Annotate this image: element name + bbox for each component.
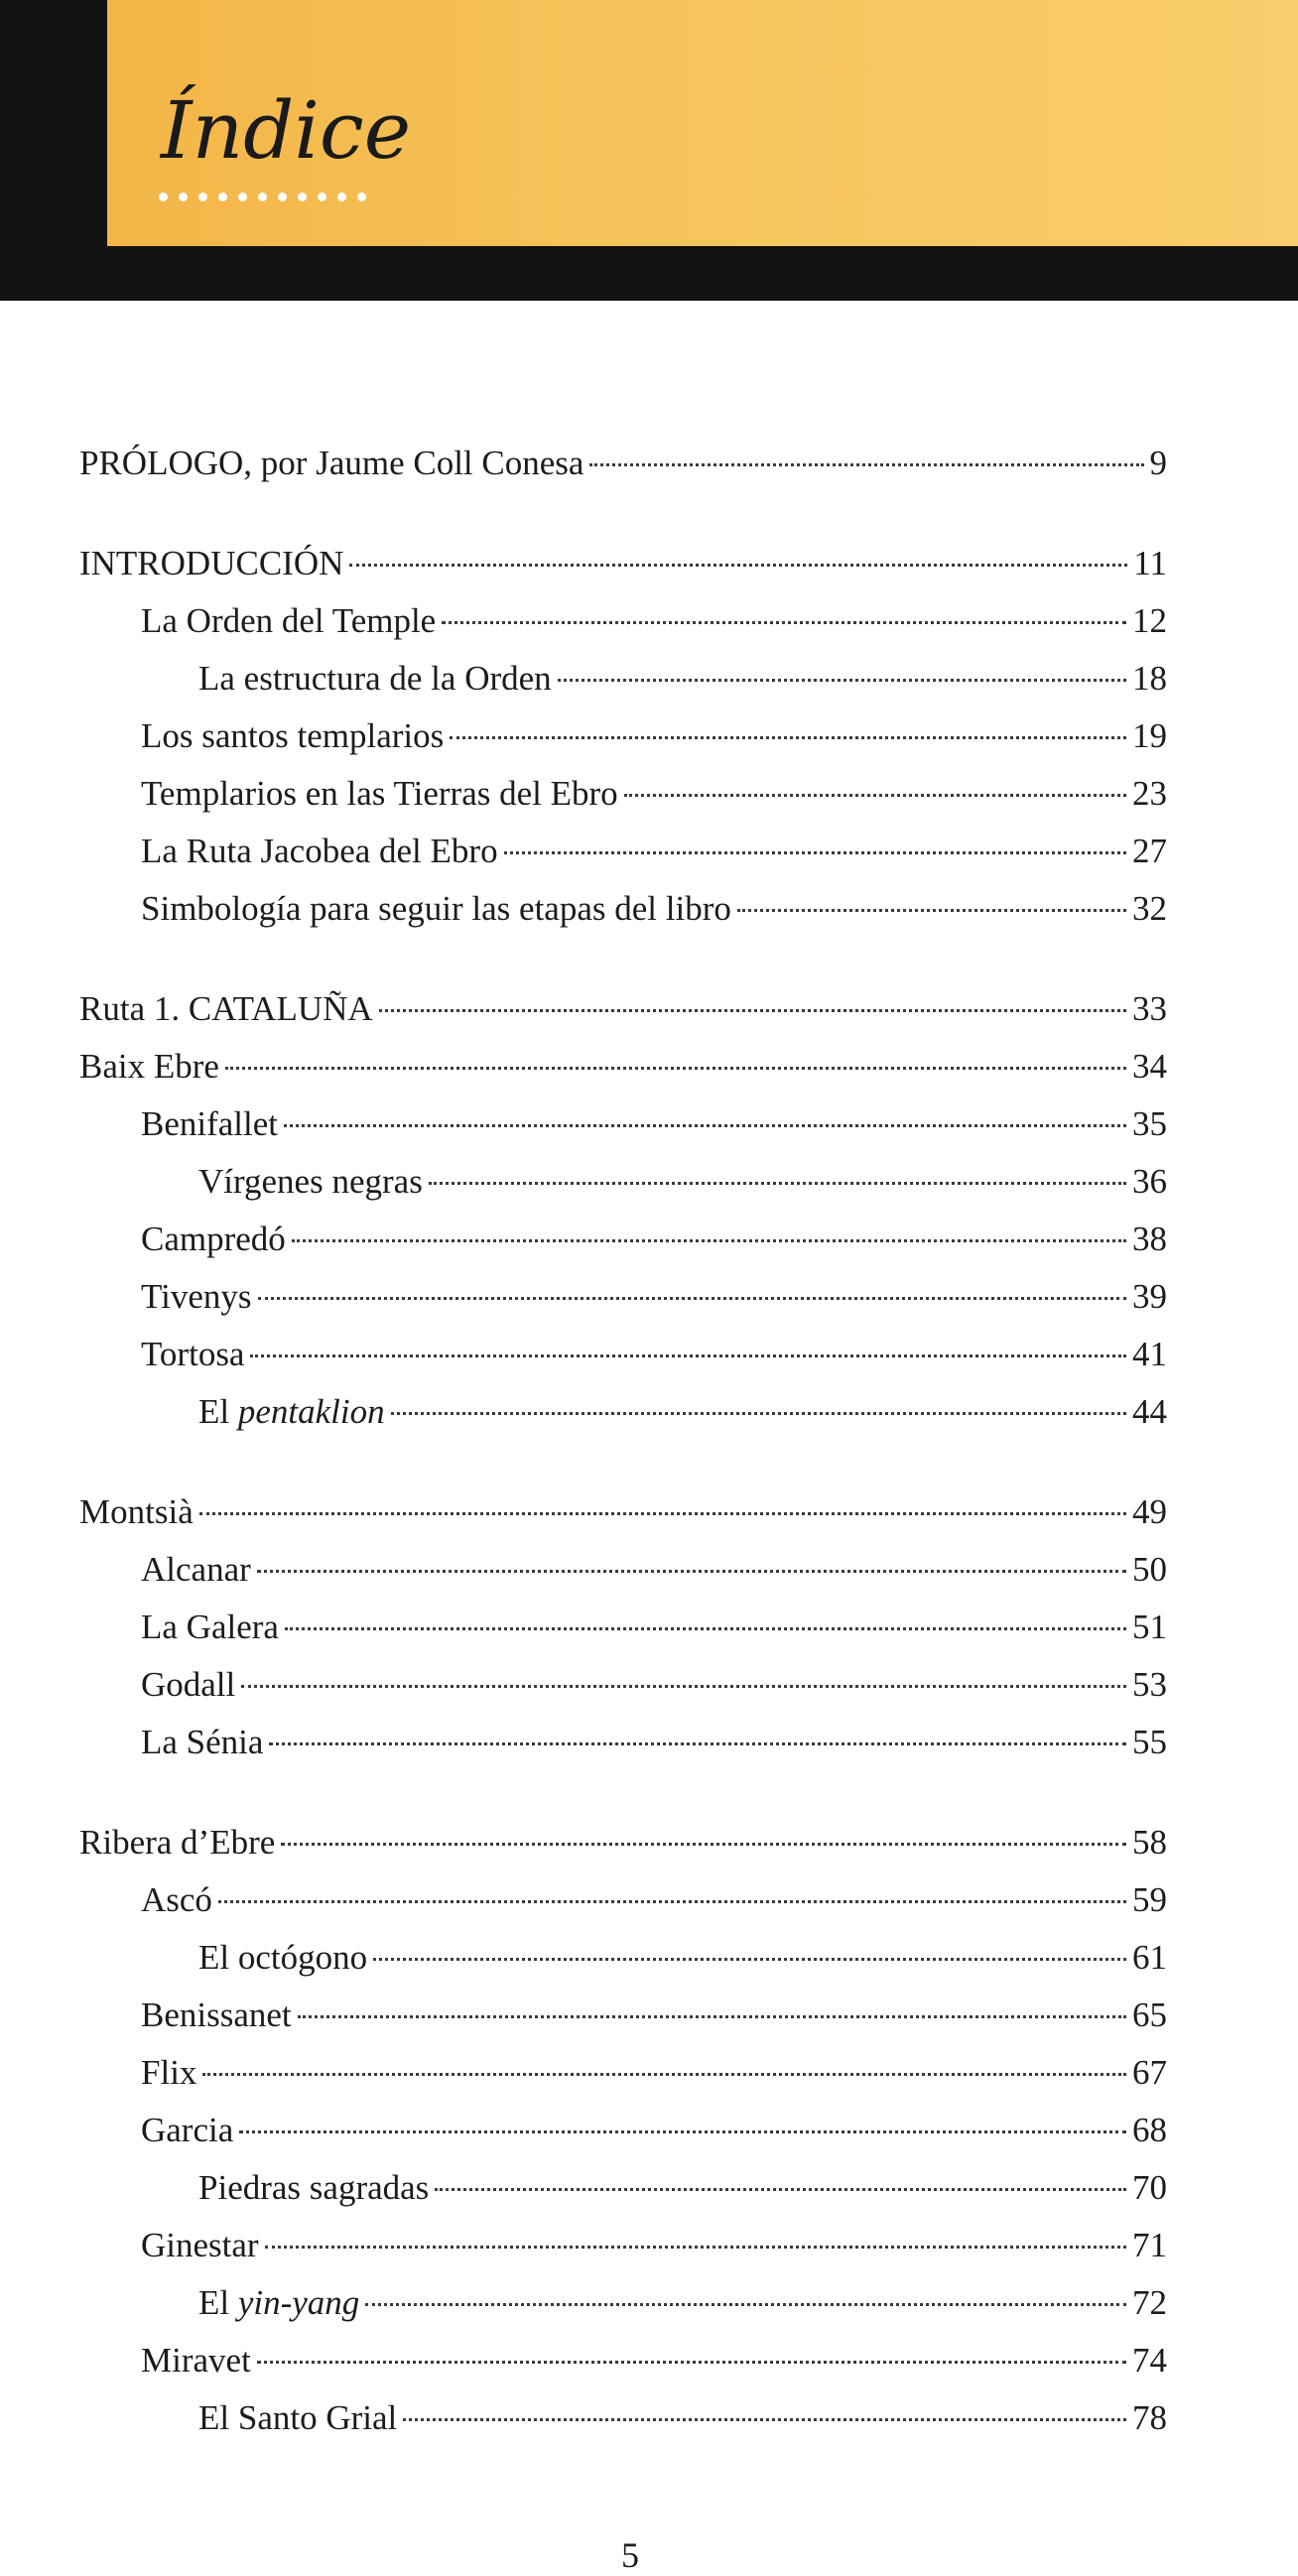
toc-entry-page: 32	[1132, 889, 1167, 928]
dotted-underline-ornament	[159, 193, 366, 201]
toc-entry-page: 44	[1132, 1392, 1167, 1431]
dot-leader	[202, 2073, 1126, 2076]
toc-entry-page: 11	[1133, 544, 1167, 582]
toc-entry	[79, 880, 1167, 938]
toc-entry-prologo	[79, 435, 1167, 492]
toc-entry	[79, 2332, 1167, 2389]
toc-entry-label: La Ruta Jacobea del Ebro	[141, 832, 498, 870]
toc-entry-page: 58	[1132, 1823, 1167, 1862]
toc-entry-page: 36	[1132, 1162, 1167, 1201]
toc-entry-label: Templarios en las Tierras del Ebro	[141, 774, 618, 813]
toc-entry-label: Piedras sagradas	[198, 2168, 430, 2207]
dot-leader	[265, 2246, 1126, 2249]
toc-entry-label: Alcanar	[141, 1550, 251, 1589]
toc-entry-label: Godall	[141, 1665, 236, 1704]
dot-leader	[225, 1067, 1126, 1070]
toc-entry-page: 53	[1132, 1665, 1167, 1704]
dot-leader	[391, 1412, 1126, 1415]
toc-entry-ruta-1	[79, 980, 1167, 1038]
toc-entry-page: 61	[1132, 1938, 1167, 1977]
dot-leader	[281, 1843, 1126, 1846]
toc-entry-label: Campredó	[141, 1220, 286, 1258]
toc-entry-page: 18	[1132, 659, 1167, 698]
dot-leader	[435, 2188, 1126, 2191]
toc-entry-page: 19	[1132, 716, 1167, 755]
dot-leader	[250, 1354, 1126, 1357]
toc-entry-page: 38	[1132, 1220, 1167, 1258]
dot-leader	[239, 2130, 1126, 2133]
toc-entry	[79, 1987, 1167, 2044]
toc-entry-page: 23	[1132, 774, 1167, 813]
toc-entry-label: INTRODUCCIÓN	[79, 544, 344, 582]
toc-entry	[79, 1326, 1167, 1383]
toc-entry-page: 50	[1132, 1550, 1167, 1589]
dot-leader	[450, 736, 1126, 739]
toc-entry	[79, 1714, 1167, 1771]
dot-leader	[589, 463, 1143, 466]
toc-entry	[79, 2044, 1167, 2102]
toc-entry-page: 68	[1132, 2111, 1167, 2149]
dot-leader	[365, 2303, 1126, 2306]
dot-leader	[429, 1182, 1126, 1185]
toc-entry-label: Flix	[141, 2053, 197, 2092]
dot-leader	[442, 621, 1126, 624]
toc-entry-ribera-debre	[79, 1814, 1167, 1871]
toc-entry	[79, 1656, 1167, 1714]
table-of-contents	[79, 435, 1167, 2447]
toc-entry-page: 41	[1132, 1335, 1167, 1373]
toc-entry-page: 12	[1132, 601, 1167, 640]
dot-leader	[284, 1124, 1126, 1127]
toc-entry-label: Miravet	[141, 2341, 251, 2380]
toc-entry-introduccion	[79, 535, 1167, 592]
header-bar	[0, 0, 1298, 301]
toc-entry-page: 51	[1132, 1608, 1167, 1646]
toc-entry	[79, 1268, 1167, 1326]
toc-entry-page: 72	[1132, 2283, 1167, 2322]
toc-entry-page: 65	[1132, 1996, 1167, 2034]
toc-entry-label: La estructura de la Orden	[198, 659, 552, 698]
toc-entry	[79, 1095, 1167, 1153]
toc-entry-label: El Santo Grial	[198, 2398, 398, 2437]
toc-entry-label: La Galera	[141, 1608, 279, 1646]
toc-entry-label: Benifallet	[141, 1104, 279, 1143]
toc-entry-label: Benissanet	[141, 1996, 292, 2034]
dot-leader	[737, 909, 1126, 912]
toc-entry-page: 67	[1132, 2053, 1167, 2092]
toc-entry-page: 70	[1132, 2168, 1167, 2207]
dot-leader	[257, 2361, 1126, 2364]
toc-entry	[79, 1929, 1167, 1987]
toc-entry-montsia	[79, 1483, 1167, 1541]
toc-entry	[79, 1599, 1167, 1656]
page-title: Índice	[161, 84, 412, 177]
toc-entry-label: Tivenys	[141, 1277, 252, 1316]
toc-entry-page: 71	[1132, 2226, 1167, 2264]
toc-entry	[79, 1038, 1167, 1095]
toc-entry	[79, 1541, 1167, 1599]
dot-leader	[379, 1009, 1126, 1012]
toc-entry	[79, 2274, 1167, 2332]
toc-entry	[79, 765, 1167, 823]
toc-entry	[79, 2159, 1167, 2217]
toc-entry	[79, 650, 1167, 708]
toc-entry-label: Los santos templarios	[141, 716, 445, 755]
toc-entry-page: 59	[1132, 1880, 1167, 1919]
toc-entry	[79, 2102, 1167, 2159]
toc-entry	[79, 592, 1167, 650]
toc-entry-label: Ruta 1. CATALUÑA	[79, 989, 373, 1028]
toc-entry-label: Tortosa	[141, 1335, 245, 1373]
toc-entry-label: El pentaklion	[198, 1392, 385, 1431]
toc-entry-page: 49	[1132, 1492, 1167, 1531]
toc-entry-label: Simbología para seguir las etapas del libro	[141, 889, 731, 928]
dot-leader	[403, 2418, 1126, 2421]
toc-entry	[79, 823, 1167, 880]
toc-entry-label: La Sénia	[141, 1723, 264, 1761]
toc-entry-label: Ginestar	[141, 2226, 259, 2264]
toc-entry	[79, 1871, 1167, 1929]
toc-entry-page: 78	[1132, 2398, 1167, 2437]
toc-entry-page: 27	[1132, 832, 1167, 870]
toc-entry-label: Garcia	[141, 2111, 234, 2149]
dot-leader	[504, 851, 1126, 854]
dot-leader	[624, 794, 1126, 797]
dot-leader	[292, 1239, 1126, 1242]
dot-leader	[558, 679, 1126, 682]
dot-leader	[218, 1900, 1126, 1903]
toc-entry-page: 33	[1132, 989, 1167, 1028]
toc-entry-label: El octógono	[198, 1938, 368, 1977]
dot-leader	[199, 1512, 1126, 1515]
toc-entry-page: 74	[1132, 2341, 1167, 2380]
toc-entry	[79, 2389, 1167, 2447]
dot-leader	[298, 2015, 1126, 2018]
dot-leader	[285, 1627, 1126, 1630]
toc-entry	[79, 1211, 1167, 1268]
dot-leader	[373, 1958, 1126, 1961]
toc-entry-label: La Orden del Temple	[141, 601, 437, 640]
toc-entry-label: PRÓLOGO, por Jaume Coll Conesa	[79, 444, 584, 482]
toc-entry-page: 55	[1132, 1723, 1167, 1761]
dot-leader	[269, 1742, 1126, 1745]
toc-entry-label: Baix Ebre	[79, 1047, 219, 1086]
dot-leader	[349, 564, 1127, 567]
dot-leader	[258, 1297, 1126, 1300]
toc-entry-label: Ascó	[141, 1880, 212, 1919]
toc-entry-label: Vírgenes negras	[198, 1162, 423, 1201]
toc-entry-label: El yin-yang	[198, 2283, 360, 2322]
toc-entry-label: Montsià	[79, 1492, 194, 1531]
toc-entry	[79, 2217, 1167, 2274]
page-number: 5	[621, 2535, 639, 2575]
toc-entry	[79, 1383, 1167, 1441]
toc-entry-page: 35	[1132, 1104, 1167, 1143]
dot-leader	[241, 1685, 1126, 1688]
toc-entry	[79, 1153, 1167, 1211]
toc-entry	[79, 708, 1167, 765]
toc-entry-page: 34	[1132, 1047, 1167, 1086]
toc-entry-page: 39	[1132, 1277, 1167, 1316]
dot-leader	[257, 1570, 1126, 1573]
toc-entry-label: Ribera d’Ebre	[79, 1823, 276, 1862]
toc-entry-page: 9	[1149, 444, 1167, 482]
